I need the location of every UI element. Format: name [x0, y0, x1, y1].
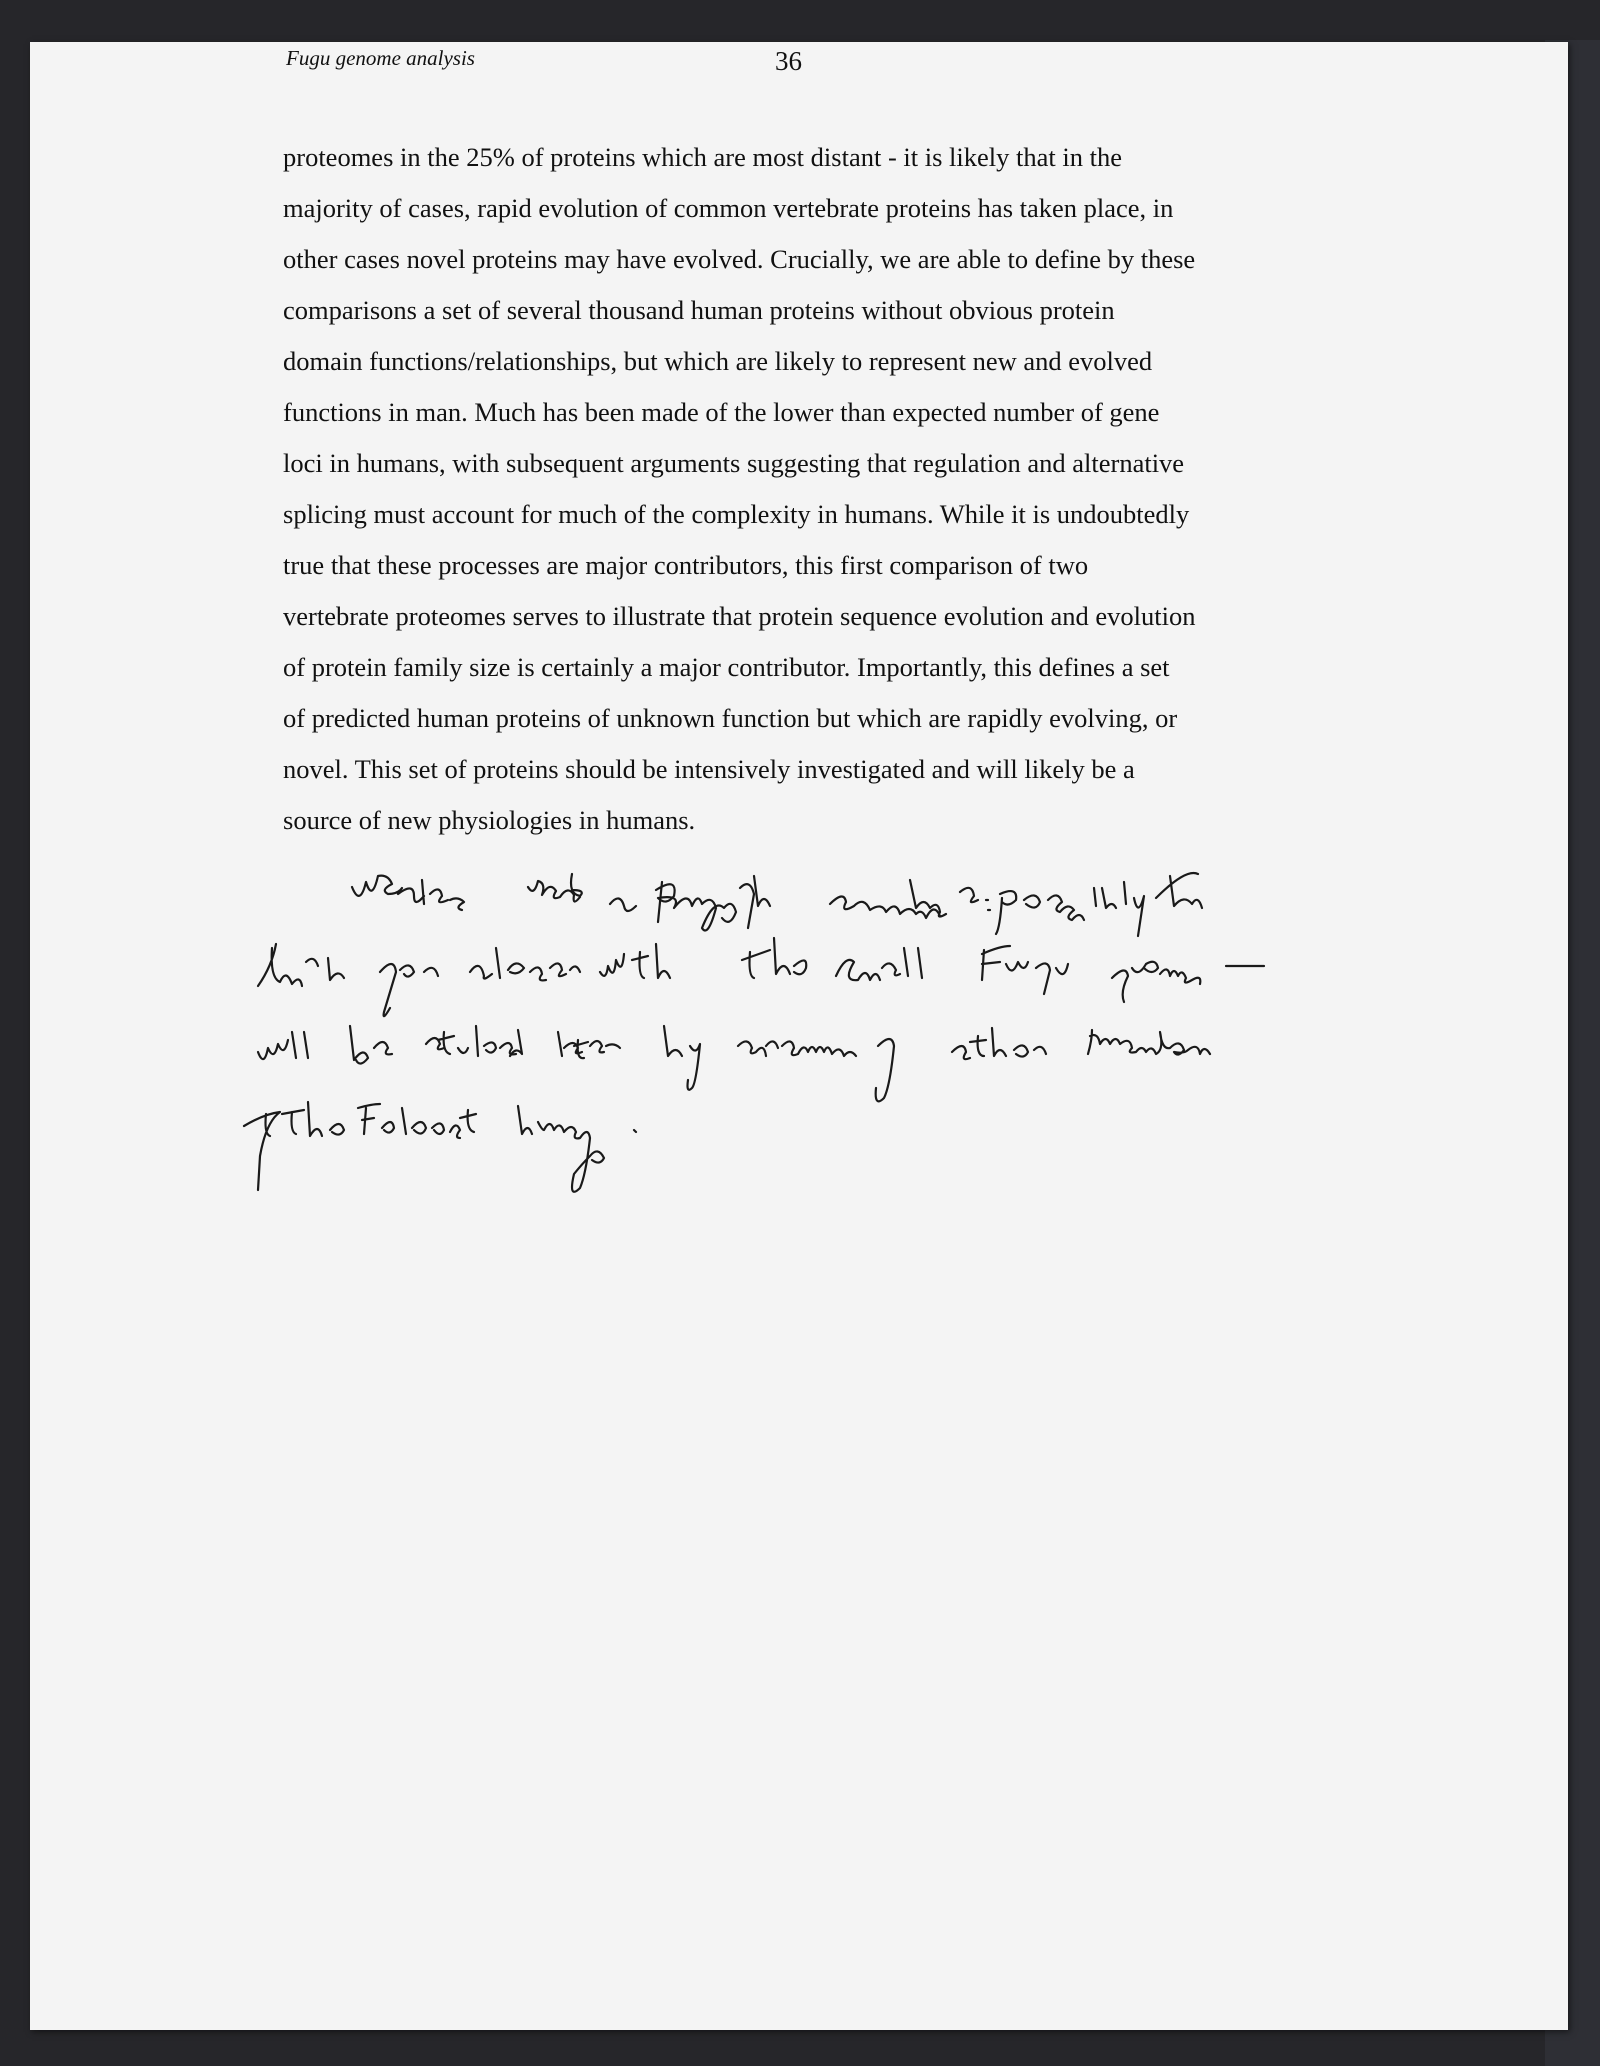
document-page — [30, 42, 1568, 2030]
body-line: loci in humans, with subsequent arguments suggesting that regulation and alternative — [283, 448, 1185, 478]
body-line: domain functions/relationships, but which are likely to represent new and evolved — [283, 346, 1153, 376]
body-line: majority of cases, rapid evolution of common vertebrate proteins has taken place, in — [283, 193, 1174, 223]
running-title: Fugu genome analysis — [286, 46, 475, 70]
body-line: functions in man. Much has been made of the lower than expected number of gene — [283, 397, 1160, 427]
page-number: 36 — [775, 46, 802, 76]
body-line: vertebrate proteomes serves to illustrate that protein sequence evolution and evolution — [283, 601, 1196, 631]
body-line: proteomes in the 25% of proteins which are most distant - it is likely that in the — [283, 142, 1123, 172]
body-line: of predicted human proteins of unknown function but which are rapidly evolving, or — [283, 703, 1178, 733]
body-line: splicing must account for much of the complexity in humans. While it is undoubtedly — [283, 499, 1190, 529]
body-line: comparisons a set of several thousand human proteins without obvious protein — [283, 295, 1115, 325]
body-line: other cases novel proteins may have evolved. Crucially, we are able to define by these — [283, 244, 1196, 274]
body-line: source of new physiologies in humans. — [283, 805, 696, 835]
body-line: true that these processes are major contributors, this first comparison of two — [283, 550, 1089, 580]
handwritten-note — [30, 42, 1568, 2030]
body-line: of protein family size is certainly a major contributor. Importantly, this defines a set — [283, 652, 1170, 682]
body-line: novel. This set of proteins should be intensively investigated and will likely be a — [283, 754, 1135, 784]
